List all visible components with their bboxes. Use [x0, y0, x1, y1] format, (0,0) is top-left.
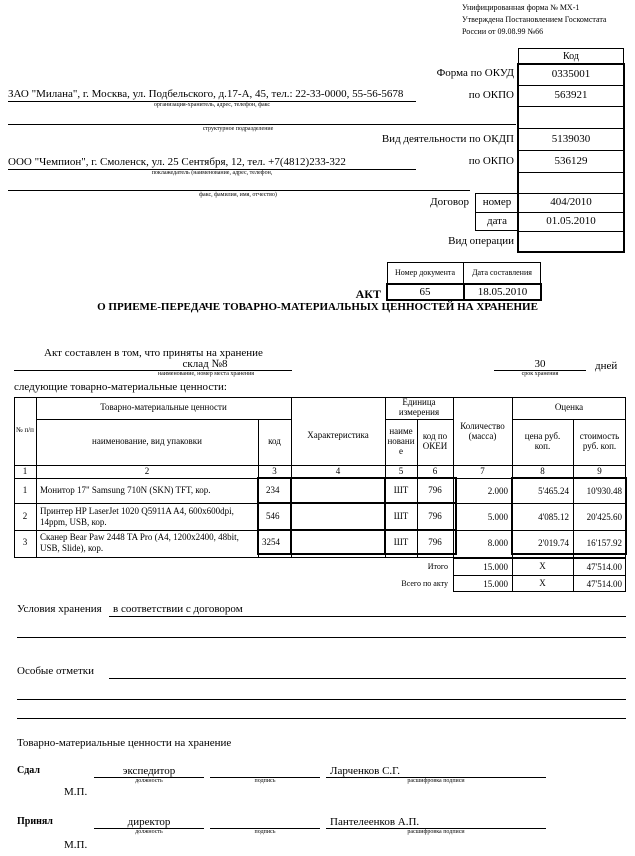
doc-number: 65 [419, 285, 431, 298]
row-name: Принтер HP LaserJet 1020 Q5911A A4, 600x600dpi, 14ppm, USB, кор. [40, 506, 234, 527]
h-name: наименование, вид упаковки [92, 436, 202, 447]
intro-text: Акт составлен в том, что приняты на хранение [44, 347, 263, 359]
row-char [291, 503, 385, 530]
row-qty: 8.000 [487, 537, 508, 548]
okpo2-value: 536129 [554, 154, 588, 167]
row-qty: 5.000 [487, 511, 508, 522]
contract-date: 01.05.2010 [546, 215, 596, 228]
h-code: код [268, 436, 281, 447]
received-name: Пантелеенков А.П. [330, 816, 420, 828]
conditions-value: в соответствии с договором [113, 603, 243, 615]
row-cost: 10'930.48 [586, 485, 622, 496]
okpo1-value: 563921 [554, 89, 588, 102]
warehouse: склад №8 [182, 358, 228, 370]
gave-name-caption: расшифровка подписи [407, 778, 465, 784]
received-label: Принял [17, 816, 53, 827]
colnum-6: 6 [432, 465, 438, 476]
colnum-1: 1 [22, 465, 28, 476]
gave-position: экспедитор [122, 765, 176, 777]
colnum-8: 8 [540, 465, 545, 476]
special-label: Особые отметки [17, 665, 94, 677]
gave-signature-caption: подпись [254, 778, 276, 784]
operation-label: Вид операции [448, 235, 514, 247]
gave-mp: М.П. [64, 786, 88, 798]
colnum-3: 3 [272, 465, 277, 476]
gave-label: Сдал [17, 765, 40, 776]
received-name-caption: расшифровка подписи [407, 829, 465, 835]
h-num: № п/п [16, 426, 34, 435]
row-qty: 2.000 [487, 485, 508, 496]
grand-label: Всего по акту [401, 579, 448, 588]
contract-number-label: номер [482, 196, 512, 209]
form-header-line1: Унифицированная форма № МХ-1 [462, 3, 580, 12]
row-code: 234 [266, 484, 280, 495]
days-caption: срок хранения [521, 371, 559, 377]
total-qty: 15.000 [483, 561, 508, 572]
doc-number-header: Номер документа [394, 267, 455, 277]
form-header-line2: Утверждена Постановлением Госкомстата [462, 15, 607, 24]
contract-number: 404/2010 [550, 196, 592, 209]
doc-title: О ПРИЕМЕ-ПЕРЕДАЧЕ ТОВАРНО-МАТЕРИАЛЬНЫХ ЦЕННОСТЕЙ НА ХРАНЕНИЕ [97, 301, 538, 313]
h-price: цена руб. коп. [524, 431, 561, 451]
handover-text: Товарно-материальные ценности на хранение [17, 737, 232, 749]
operation-value [518, 231, 624, 253]
h-unit: Единица измерения [398, 397, 440, 417]
row-price: 4'085.12 [538, 511, 569, 522]
row-char [291, 530, 385, 555]
received-signature-caption: подпись [254, 829, 276, 835]
total-price: Х [539, 560, 546, 571]
grand-price: Х [539, 577, 546, 588]
colnum-7: 7 [480, 465, 485, 476]
row-num: 1 [22, 484, 28, 495]
h-unit-name: наименование [387, 426, 415, 456]
days-value: 30 [534, 358, 546, 370]
total-cost: 47'514.00 [586, 561, 622, 572]
row-num: 3 [22, 536, 28, 547]
org-depositor: ООО "Чемпион", г. Смоленск, ул. 25 Сентября, 12, тел. +7(4812)233-322 [8, 156, 346, 168]
received-mp: М.П. [64, 839, 88, 851]
received-position: директор [127, 816, 171, 828]
colnum-4: 4 [335, 465, 341, 476]
contract-label: Договор [430, 196, 469, 208]
colnum-9: 9 [597, 465, 602, 476]
doc-date: 18.05.2010 [477, 285, 528, 298]
contract-date-label: дата [486, 215, 508, 228]
doc-title-short: АКТ [355, 287, 381, 301]
okdp-value: 5139030 [551, 132, 591, 145]
received-position-caption: должность [135, 829, 163, 835]
row-okei: 796 [428, 484, 442, 495]
gave-position-caption: должность [135, 778, 163, 784]
row-cost: 16'157.92 [586, 537, 622, 548]
org-depositor-caption: поклажедатель (наименование, адрес, телефон, [151, 170, 273, 176]
form-header-line3: России от 09.08.99 №66 [462, 27, 544, 36]
row-code: 3254 [262, 536, 280, 547]
row-code: 546 [266, 510, 280, 521]
okud-label: Форма по ОКУД [436, 67, 514, 79]
row-cost: 20'425.60 [586, 511, 622, 522]
org-keeper: ЗАО "Милана", г. Москва, ул. Подбельского, д.17-А, 45, тел.: 22-33-0000, 55-56-5678 [8, 88, 404, 100]
org-depositor-caption2: факс, фамилия, имя, отчество) [199, 192, 277, 198]
row-unit: ШТ [393, 484, 409, 495]
conditions-label: Условия хранения [17, 603, 102, 615]
warehouse-caption: наименование, номер места хранения [157, 371, 255, 377]
total-label: Итого [427, 562, 448, 571]
h-cost: стоимость руб. коп. [579, 431, 620, 451]
okud-value: 0335001 [551, 68, 591, 81]
row-price: 5'465.24 [538, 485, 569, 496]
row-name: Сканер Bear Paw 2448 TA Pro (A4, 1200x2400, 48bit, USB, Slide), кор. [40, 532, 239, 553]
doc-date-header: Дата составления [472, 267, 532, 277]
gave-name: Ларченков С.Г. [330, 765, 401, 777]
following-text: следующие товарно-материальные ценности: [14, 381, 227, 393]
h-qty: Количество (масса) [460, 421, 505, 441]
row-okei: 796 [428, 536, 442, 547]
h-char: Характеристика [307, 430, 369, 441]
colnum-5: 5 [398, 465, 404, 476]
okpo1-label: по ОКПО [468, 89, 514, 101]
days-label: дней [595, 360, 618, 372]
row-name: Монитор 17" Samsung 710N (SKN) TFT, кор. [40, 485, 211, 496]
row-unit: ШТ [393, 510, 409, 521]
colnum-2: 2 [144, 465, 150, 476]
row-char [291, 478, 385, 503]
grand-qty: 15.000 [483, 578, 508, 589]
row-okei: 796 [428, 510, 442, 521]
row-price: 2'019.74 [538, 537, 569, 548]
okpo2-label: по ОКПО [468, 155, 514, 167]
row-num: 2 [22, 510, 28, 521]
h-eval: Оценка [554, 402, 584, 413]
subdivision-caption: структурное подразделение [202, 126, 274, 132]
h-unit-okei: код по ОКЕИ [422, 431, 448, 451]
codes-header: Код [563, 50, 579, 62]
h-tmc: Товарно-материальные ценности [100, 402, 227, 413]
grand-cost: 47'514.00 [586, 578, 622, 589]
okdp-label: Вид деятельности по ОКДП [381, 133, 514, 145]
row-unit: ШТ [393, 536, 409, 547]
org-keeper-caption: организация-хранитель, адрес, телефон, факс [153, 102, 271, 108]
